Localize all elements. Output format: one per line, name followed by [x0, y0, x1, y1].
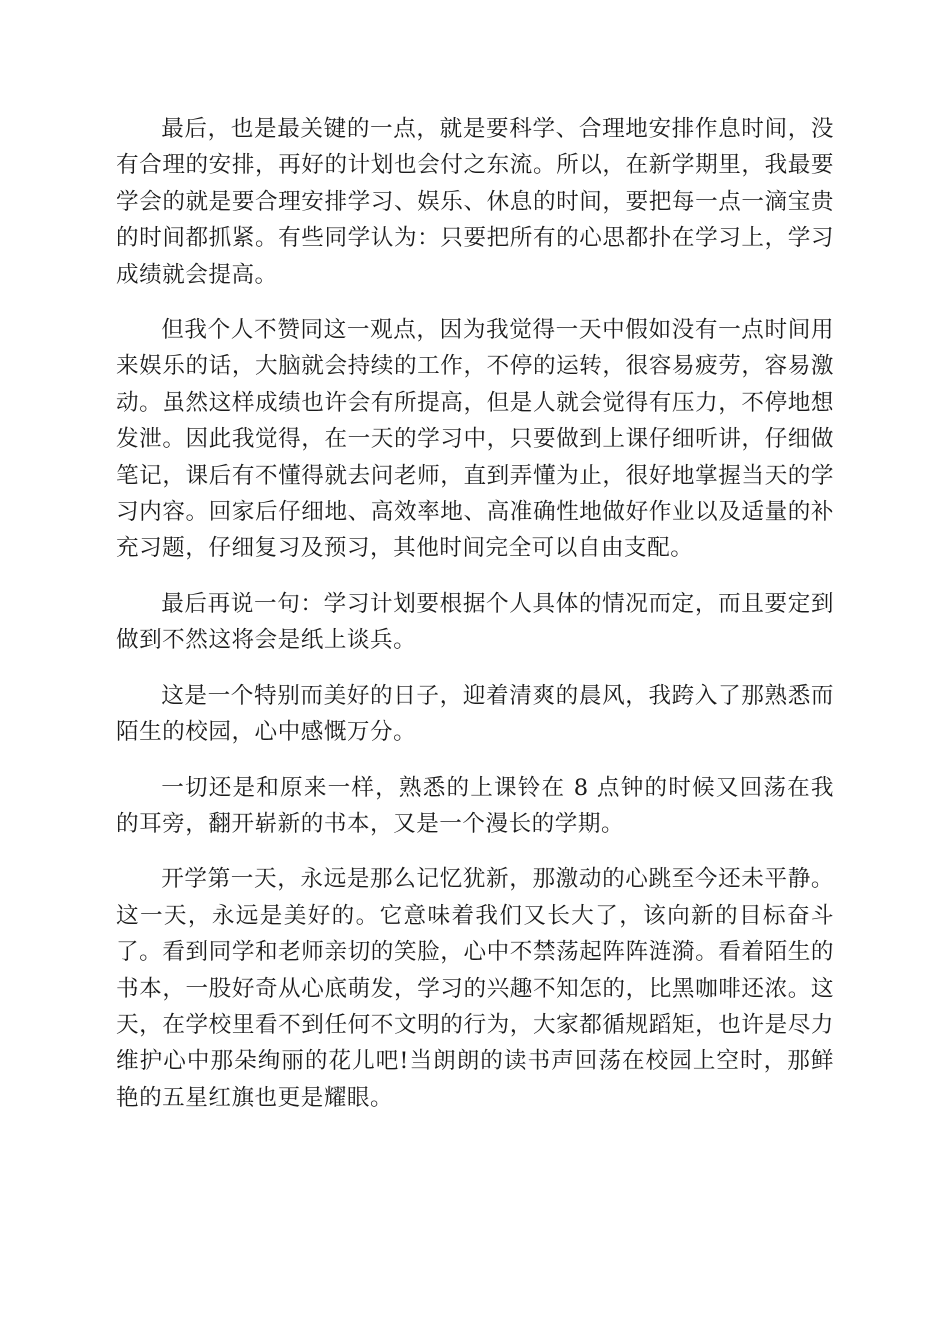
paragraph-5: 一切还是和原来一样，熟悉的上课铃在 8 点钟的时候又回荡在我的耳旁，翻开崭新的书本，又是一个漫长的学期。	[116, 774, 834, 837]
paragraph-6: 开学第一天，永远是那么记忆犹新，那激动的心跳至今还未平静。这一天，永远是美好的。它意味着我们又长大了，该向新的目标奋斗了。看到同学和老师亲切的笑脸，心中不禁荡起阵阵涟漪。看着陌生的书本，一股好奇从心底萌发，学习的兴趣不知怎的，比黑咖啡还浓。这天，在学校里看不到任何不文明的行为，大家都循规蹈矩，也许是尽力维护心中那朵绚丽的花儿吧!当朗朗的读书声回荡在校园上空时，那鲜艳的五星红旗也更是耀眼。	[116, 866, 834, 1111]
paragraph-1: 最后，也是最关键的一点，就是要科学、合理地安排作息时间，没有合理的安排，再好的计划也会付之东流。所以，在新学期里，我最要学会的就是要合理安排学习、娱乐、休息的时间，要把每一点一滴宝贵的时间都抓紧。有些同学认为：只要把所有的心思都扑在学习上，学习成绩就会提高。	[116, 116, 834, 288]
paragraph-3: 最后再说一句：学习计划要根据个人具体的情况而定，而且要定到做到不然这将会是纸上谈兵。	[116, 590, 834, 654]
paragraph-2: 但我个人不赞同这一观点，因为我觉得一天中假如没有一点时间用来娱乐的话，大脑就会持续的工作，不停的运转，很容易疲劳，容易激动。虽然这样成绩也许会有所提高，但是人就会觉得有压力，不停地想发泄。因此我觉得，在一天的学习中，只要做到上课仔细听讲，仔细做笔记，课后有不懂得就去问老师，直到弄懂为止，很好地掌握当天的学习内容。回家后仔细地、高效率地、高准确性地做好作业以及适量的补充习题，仔细复习及预习，其他时间完全可以自由支配。	[116, 317, 834, 562]
document-body	[116, 111, 834, 1135]
paragraph-4: 这是一个特别而美好的日子，迎着清爽的晨风，我跨入了那熟悉而陌生的校园，心中感慨万分。	[116, 682, 834, 746]
